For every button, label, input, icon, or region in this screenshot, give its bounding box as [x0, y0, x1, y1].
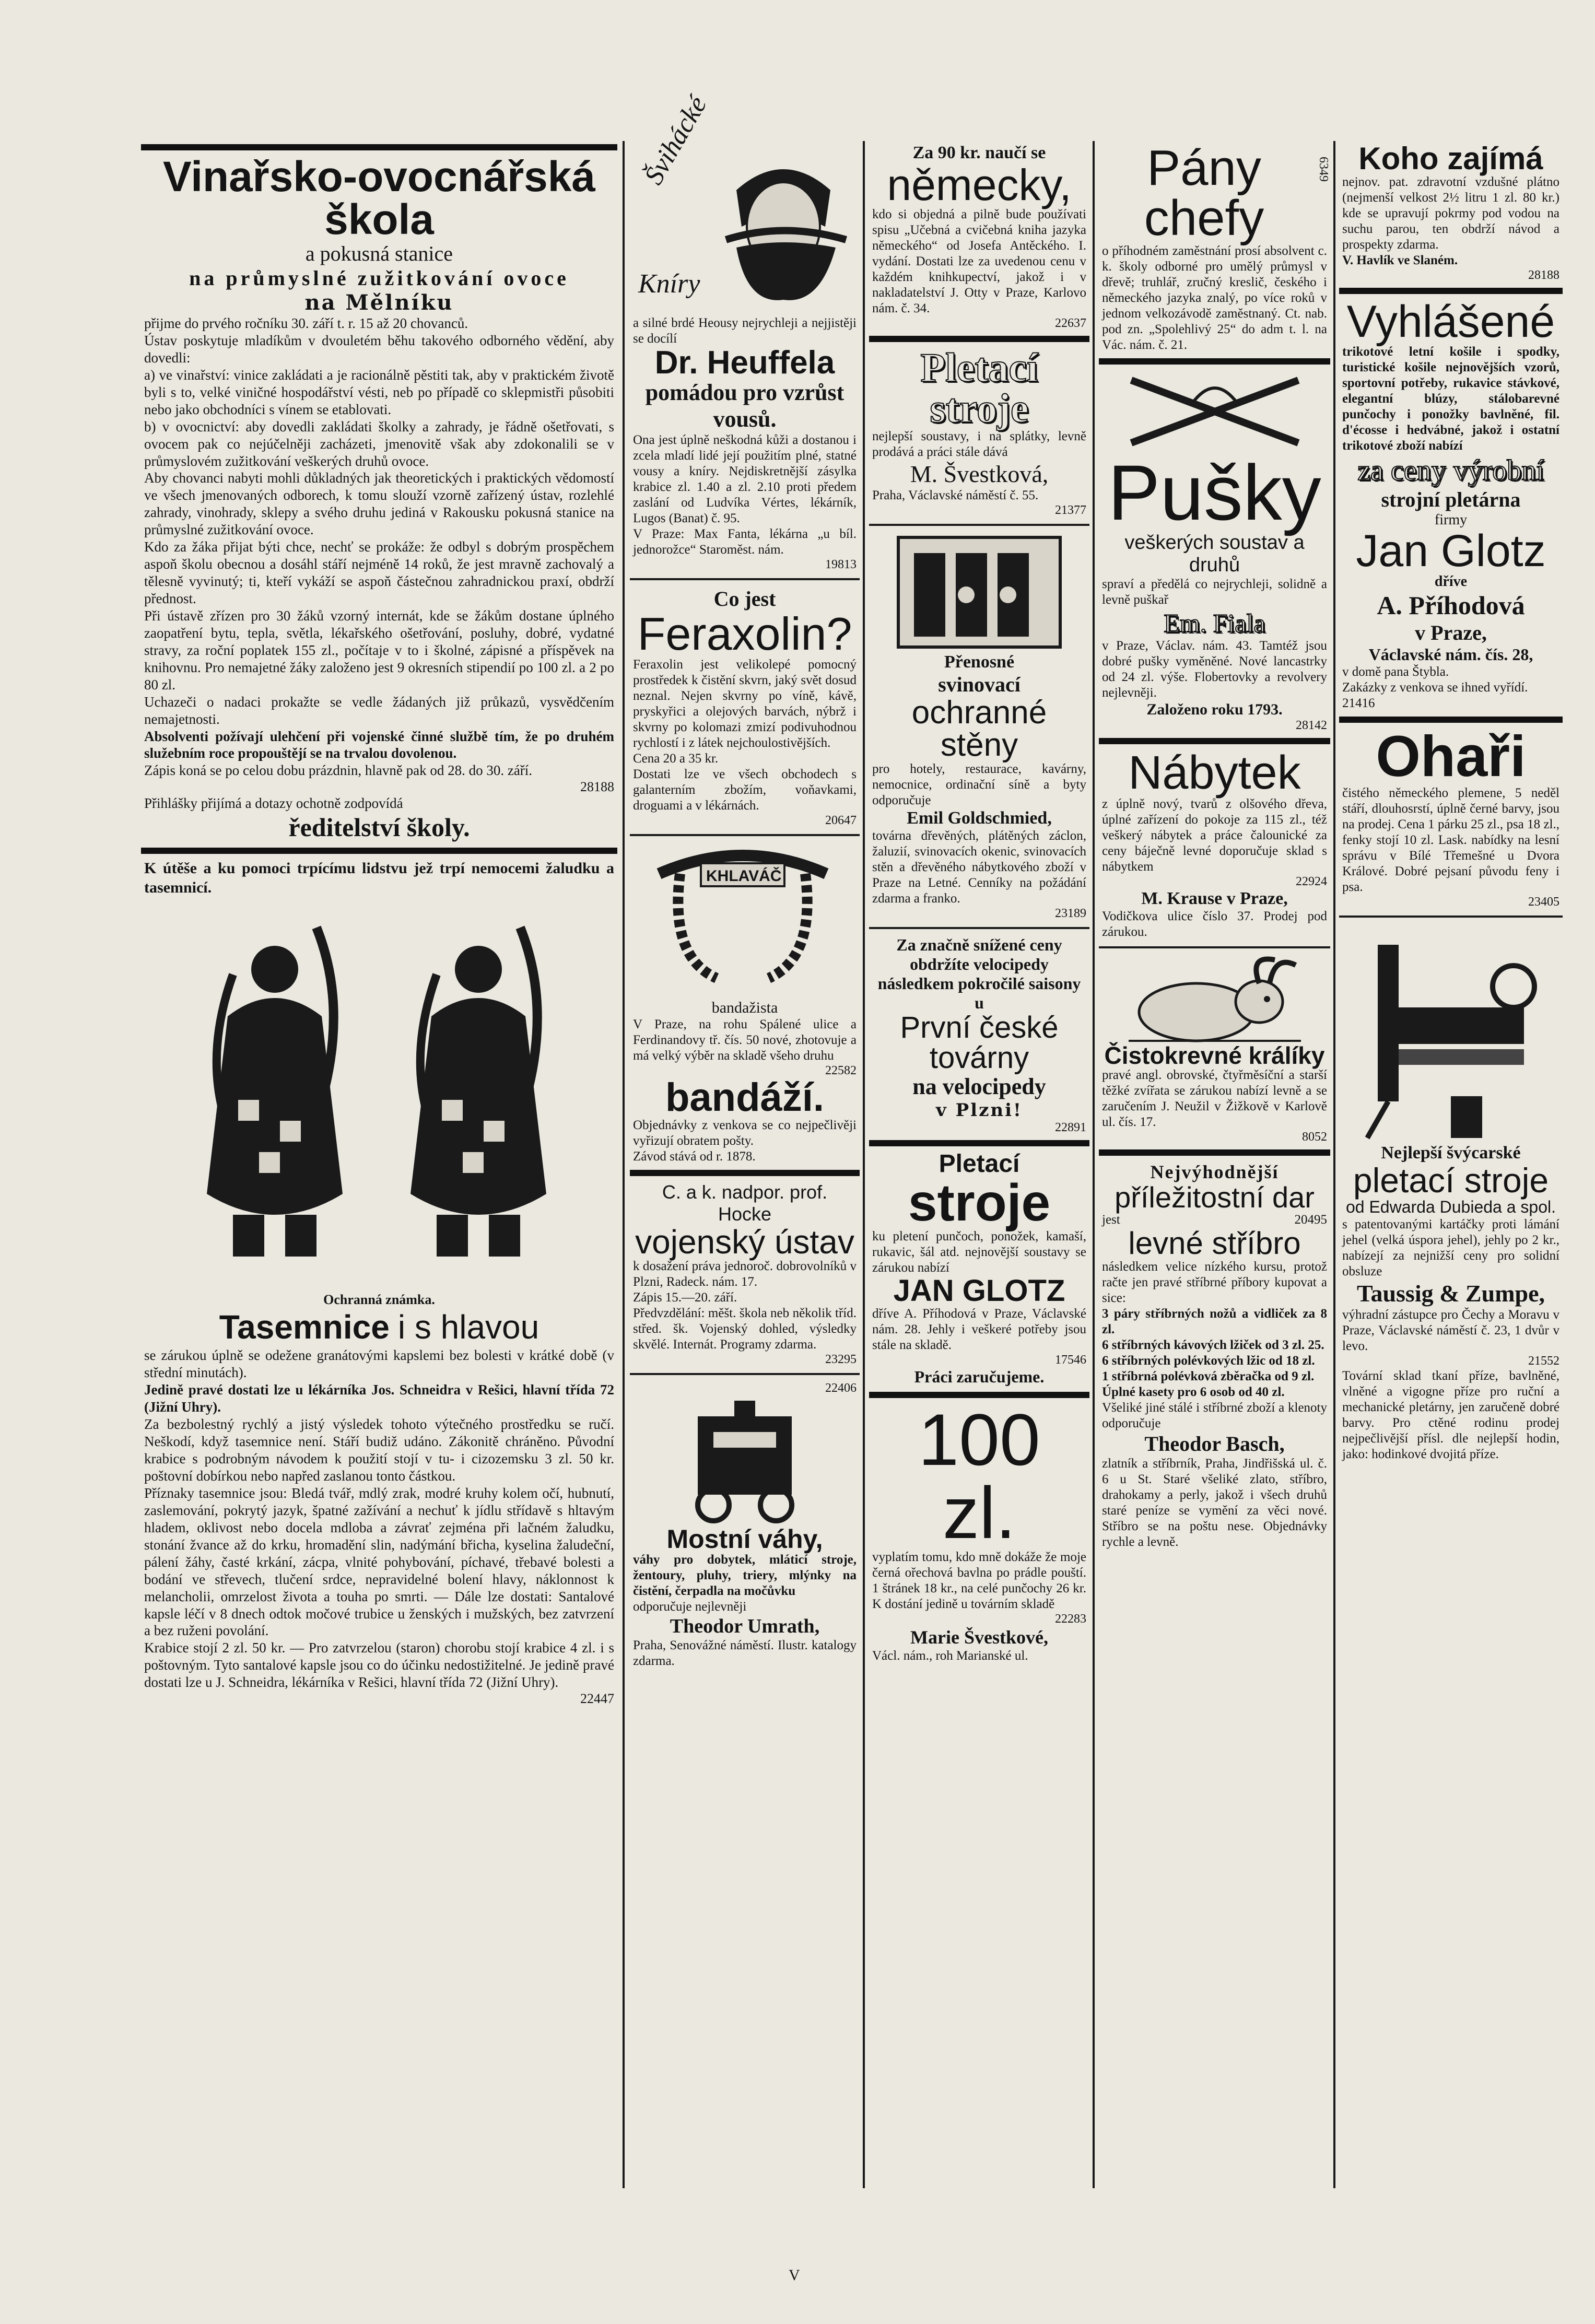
ad-text: k dosažení práva jednoroč. dobrovolníků v Plzni, Radeck. nám. 17.	[633, 1259, 857, 1289]
screen-illustration	[893, 532, 1065, 652]
ad-title: stroje	[930, 385, 1029, 431]
ad-text: o příhodném zaměstnání prosí absolvent c. k. školy odborné pro umělý průmysl v dřevě; truhlář, zručný kreslič, českého i německého jazyka znalý, po více roků v jednom velkozávodě zaměstnaný. Ct. nab. pod zn. „Spolehlivý 25“ do adm t. l. na Vác. nám. č. 21.	[1102, 244, 1327, 352]
ad-text: V Praze, na rohu Spálené ulice a Ferdinandovy tř. čís. 50 nové, zhotovuje a má velký výběr na skladě všeho druhu	[633, 1017, 857, 1063]
ad-text: Dostati lze ve všech obchodech s galanterním zbožím, voňavkami, droguami a v lékárnách.	[633, 767, 857, 813]
ad-script-word: Švihácké	[638, 91, 713, 190]
ad-pany-chefy	[1099, 141, 1330, 355]
ad-text: s patentovanými kartáčky proti lámání jehel (velká úspora jehel), jehly po 2 kr., nabízejí za nejnižší ceny pro solidní obsluze	[1342, 1217, 1559, 1278]
ad-name: Theodor Basch,	[1144, 1432, 1285, 1456]
ad-title-rest: i s hlavou	[397, 1308, 540, 1346]
ad-address: Václavské nám. čís. 28,	[1368, 645, 1533, 664]
ad-title: Vinařsko-ovocnářská škola	[162, 153, 595, 243]
ad-number: 22406	[825, 1381, 857, 1395]
ad-title: První české továrny	[900, 1011, 1059, 1075]
ad-signature: ředitelství školy.	[288, 813, 470, 842]
crossed-rifles-icon	[1121, 370, 1309, 453]
ad-subtitle: a pokusná stanice	[305, 242, 453, 265]
ad-name: V. Havlík ve Slaném.	[1342, 253, 1458, 267]
ad-number: 28188	[580, 779, 614, 795]
rule	[869, 927, 1089, 929]
column-divider	[863, 141, 865, 2188]
ad-title: Mostní váhy,	[666, 1524, 823, 1554]
rule	[141, 848, 617, 854]
ad-text: trikotové letní košile i spodky, turistické košile nejnovějších vzorů, sportovní potřeby, rukavice stávkové, elegantní blúzy, stálobarevné punčochy i ponožky bavlněné, fil. d'écosse i hedvábné, jakož i ostatní trikotové zboží nabízí	[1342, 345, 1559, 453]
ad-text: Ona jest úplně neškodná kůži a dostanou i zcela mladí lidé její použitím plné, statné vousy a kníry. Nejdiskretnější zásylka krabice zl. 1.40 a zl. 2.10 proti předem zaslání od Ludvíka Vértes, lékárník, Lugos (Banat) č. 95.	[633, 433, 857, 525]
ad-text: Závod stává od r. 1878.	[633, 1149, 756, 1164]
ad-text: Vodičkova ulice číslo 37. Prodej pod zárukou.	[1102, 909, 1327, 939]
ad-text: dříve	[1434, 573, 1468, 590]
column-divider	[1333, 141, 1335, 2188]
rule	[1099, 738, 1330, 744]
ad-number: 22637	[1055, 316, 1086, 330]
ad-ohari	[1339, 726, 1563, 911]
ad-dubied	[1339, 922, 1563, 1464]
ad-text-jest: jest	[1102, 1213, 1120, 1227]
ad-vyhlasene	[1339, 297, 1563, 713]
illustration-moustache	[633, 91, 857, 315]
ad-brand: KHLAVÁČ	[706, 867, 782, 885]
ad-text: čistého německého plemene, 5 neděl stáří, dlouhosrstí, úplně černé barvy, jsou na prodej. Cena 1 párku 25 zl., psa 18 zl., fenky stojí 10 zl. Lask. nabídky na lesní správu v Bílé Třemešné u Dvora Králové. Dobré pejsaní původu feny i psa.	[1342, 786, 1559, 894]
ad-number: 20647	[825, 814, 857, 827]
ad-text: b) v ovocnictví: aby dovedli zakládati školky a zahrady, je řádně ošetřovati, s ovocem pak co nejúčelněji zacházeti, jmenovitě však aby zdokonalili se v průmyslovém zužitkování veškerých druhů ovoce.	[144, 418, 614, 469]
ad-price: Cena 20 a 35 kr.	[633, 752, 719, 766]
ad-name: A. Příhodová	[1377, 591, 1525, 620]
ad-name: Theodor Umrath,	[670, 1615, 820, 1637]
ad-title: ochranné stěny	[911, 695, 1047, 763]
ad-number: 22891	[1055, 1121, 1086, 1134]
ad-label: bandažista	[711, 999, 778, 1016]
ad-heuffel	[630, 91, 860, 574]
ad-number: 23405	[1528, 895, 1559, 909]
ad-number: 28188	[1528, 268, 1559, 282]
ad-umrath	[630, 1379, 860, 1671]
ad-text: následkem velice nízkého kursu, protož račte jen pravé stříbrné příbory kupovat a sice:	[1102, 1260, 1327, 1305]
ad-text: dříve A. Příhodová v Praze, Václavské nám. 28. Jehly i veškeré potřeby jsou stále na skladě.	[872, 1307, 1086, 1352]
ad-text: Předvzdělání: měšt. škola neb několik tříd. střed. šk. Vojenský dohled, výsledky skvělé. Internát. Programy zdarma.	[633, 1306, 857, 1352]
ad-pusky	[1099, 368, 1330, 735]
ad-title: 100 zl.	[918, 1399, 1040, 1554]
ad-number: 23189	[1055, 907, 1086, 920]
ad-item: 6 stříbrných polévkových lžic od 18 zl.	[1102, 1354, 1315, 1368]
ad-text: spraví a předělá co nejrychleji, solidně a levně puškař	[1102, 577, 1327, 607]
ad-number: 28142	[1296, 719, 1327, 732]
ad-title: vojenský ústav	[635, 1223, 854, 1261]
witch-figures-illustration	[144, 901, 604, 1288]
ad-name: Taussig & Zumpe,	[1356, 1280, 1545, 1307]
ad-text: Zápis koná se po celou dobu prázdnin, hlavně pak od 28. do 30. září.	[144, 762, 533, 779]
ad-glotz-stroje	[869, 1149, 1089, 1389]
ad-text: V Praze: Max Fanta, lékárna „u bíl. jednorožce“ Staroměst. nám.	[633, 527, 857, 557]
ad-text: továrna dřevěných, plátěných záclon, žaluzií, svinovacích okenic, svinovacích stěn a dřevěného nábytkového zboží v Praze na Letné. Cenníky na požádání zdarma a franko.	[872, 829, 1086, 906]
ad-name: JAN GLOTZ	[893, 1274, 1065, 1308]
ad-text: a silné brdé Heousy nejrychleji a nejjistěji se docílí	[633, 316, 857, 346]
truss-illustration	[633, 842, 857, 999]
ad-text: Václ. nám., roh Marianské ul.	[872, 1649, 1028, 1663]
ad-havlik	[1339, 141, 1563, 285]
ad-text: Přihlášky přijímá a dotazy ochotně zodpovídá	[144, 795, 403, 812]
ad-vinarska-skola	[141, 154, 617, 844]
ad-name: Emil Goldschmied,	[907, 808, 1052, 828]
ad-text: Zápis 15.—20. září.	[633, 1290, 737, 1305]
ad-title: Nábytek	[1128, 747, 1301, 799]
ad-velocipedy	[869, 933, 1089, 1137]
ad-title: pomádou pro vzrůst vousů.	[645, 380, 845, 432]
ad-number: 22447	[580, 1691, 614, 1707]
ad-number: 8052	[1302, 1130, 1327, 1144]
column-4	[1099, 141, 1330, 2188]
ad-text: pravé angl. obrovské, čtyřměsíční a starší těžké zvířata se zárukou nabízí levně a se zaručením J. Neužil v Žižkově v Karlově ul. čís. 17.	[1102, 1068, 1327, 1129]
ad-text: se zárukou úplně se odežene granátovými kapslemi bez bolesti v krátké době (v střední minutách).	[144, 1347, 614, 1381]
ad-highlight: za ceny výrobní	[1357, 454, 1544, 487]
ad-number: 17546	[1055, 1353, 1086, 1367]
ad-title: Pletací	[920, 345, 1038, 390]
ad-number: 21377	[1055, 503, 1086, 517]
rule	[1099, 946, 1330, 948]
ad-text: Uchazeči o nadaci prokažte se vedle žádaných již průkazů, vysvědčením nemajetnosti.	[144, 694, 614, 727]
ad-title-main: Tasemnice	[219, 1308, 390, 1346]
ad-text: Objednávky z venkova se co nejpečlivěji vyřizují obratem pošty.	[633, 1118, 857, 1148]
ad-name: Marie Švestkové,	[910, 1627, 1048, 1648]
ad-text: Zakázky z venkova se ihned vyřídí.	[1342, 680, 1528, 695]
column-1	[141, 141, 617, 2188]
page-footer-mark: V	[789, 2267, 800, 2284]
ad-name: M. Švestková,	[910, 461, 1049, 487]
ad-text: Aby chovanci nabyti mohli důkladných jak theoretických i praktických vědomostí ve všech jmenovaných odborech, k tomu slouží vzorně zařízený ústav, rozlehlé zahrady, vinohrady, sklepy a svého druhu jediná v Rakousku pokusná stanice na průmyslné zužitkování ovoce.	[144, 470, 614, 538]
ad-number: 21416	[1342, 696, 1375, 710]
truss-icon	[638, 842, 847, 994]
ad-text: Ústav poskytuje mladíkům v dvouletém běhu takového odborného vědění, aby dovedli:	[144, 332, 614, 366]
threshing-machine-icon	[635, 1395, 854, 1526]
ad-title: Pletací	[939, 1150, 1020, 1178]
ad-item: 6 stříbrných kávových lžiček od 3 zl. 25.	[1102, 1338, 1324, 1352]
ad-hocke	[630, 1179, 860, 1369]
ad-100zl	[869, 1401, 1089, 1666]
rule	[869, 524, 1089, 526]
ad-header: K útěše a ku pomoci trpícímu lidstvu jež trpí nemocemi žaludku a tasemnicí.	[144, 860, 614, 896]
ad-title: Feraxolin?	[637, 608, 852, 660]
ad-number: 21552	[1528, 1354, 1559, 1368]
ad-text: kdo si objedná a pilně bude používati spisu „Učebná a cvičebná kniha jazyka německého“ od Josefa Antěckého. I. vydání. Dostati lze za uvedenou cenu v každém knihkupectví, jakož i v nakladatelství J. Otty v Praze, Karlovo nám. č. 34.	[872, 207, 1086, 315]
ad-founded: Založeno roku 1793.	[1146, 701, 1283, 718]
ad-nabytek	[1099, 747, 1330, 942]
ad-name: Dr. Heuffela	[654, 345, 835, 381]
ad-place: v Praze,	[1415, 621, 1487, 644]
ad-text: v domě pana Štybla.	[1342, 665, 1449, 679]
ad-header: Přenosné	[944, 652, 1015, 672]
ad-title: Koho zajímá	[1358, 141, 1543, 176]
ad-number: 22283	[1055, 1612, 1086, 1626]
rabbit-illustration	[1118, 955, 1311, 1043]
ad-text: ku pletení punčoch, ponožek, kamaší, rukavic, šál atd. nejnovější soustavy se zárukou nabízí	[872, 1229, 1086, 1275]
rule	[1339, 288, 1563, 294]
ad-subtitle: od Edwarda Dubieda a spol.	[1345, 1198, 1556, 1216]
illustration-two-figures	[144, 901, 614, 1288]
ad-header: Nejvýhodnější	[1150, 1161, 1279, 1182]
bearded-man-illustration	[716, 148, 851, 305]
ad-title: Ohaři	[1376, 724, 1526, 789]
ad-text: nejlepší soustavy, i na splátky, levně prodává a práci stále dává	[872, 429, 1086, 459]
ad-name: M. Krause v Praze,	[1141, 889, 1288, 908]
ad-subtitle: strojní pletárna	[1381, 488, 1521, 511]
ad-goldschmied	[869, 530, 1089, 923]
ad-name: Jan Glotz	[1356, 526, 1546, 576]
rule	[869, 1140, 1089, 1146]
ad-kraliky	[1099, 953, 1330, 1146]
ad-basch	[1099, 1159, 1330, 1552]
rule	[869, 1392, 1089, 1398]
column-2	[630, 91, 860, 2188]
ad-text: přijme do prvého ročníku 30. září t. r. 15 až 20 chovanců.	[144, 315, 468, 331]
ad-text: výhradní zástupce pro Čechy a Moravu v Praze, Václavské náměstí č. 23, 1 dvůr v levo.	[1342, 1308, 1559, 1353]
rule	[1339, 717, 1563, 723]
column-divider	[623, 141, 625, 2188]
rule	[630, 578, 860, 580]
ad-title: stroje	[908, 1173, 1051, 1232]
ad-question: Co jest	[713, 587, 776, 611]
rule	[630, 834, 860, 836]
ad-tasemnice	[141, 857, 617, 1709]
ad-script-word: Kníry	[638, 269, 700, 299]
ad-text: zlatník a stříbrník, Praha, Jindřišská ul. č. 6 u St. Staré všeliké zlato, stříbro, drahokamy a perly, jakož i všech druhů staré peníze se vymění za věci nové. Stříbro se na poštu nese. Objednávky rychle a levně.	[1102, 1457, 1327, 1549]
rule	[630, 1373, 860, 1375]
ad-text: Při ústavě zřízen pro 30 žáků vzorný internát, kde se žákům dostane úplného zaopatření bytu, tepla, světla, lékařského ošetřování, posluhy, dobré, vydatné stravy, za roční poplatek 155 zl., počítaje v to i školné, zápisné a příspěvek na knihovnu. Pro nemajetné žáky založeno jest 9 okresních stipendií po 100 zl. a 2 po 80 zl.	[144, 607, 614, 692]
ad-text: v Praze, Václav. nám. 43. Tamtéž jsou dobré pušky vyměněné. Nové lancastrky od 24 zl. výše. Flobertovky a revolvery nejlevněji.	[1102, 639, 1327, 700]
ad-title: Vyhlášené	[1346, 297, 1555, 347]
ad-text: odporučuje nejlevněji	[633, 1600, 747, 1614]
ad-text: pro hotely, restaurace, kavárny, nemocnice, ordinační síně a byty odporučuje	[872, 762, 1086, 807]
ad-text: Praha, Senovážné náměstí. Ilustr. katalogy zdarma.	[633, 1638, 857, 1668]
ad-title: levné stříbro	[1128, 1226, 1301, 1261]
ad-text: Za značně snížené ceny obdržíte velocipedy následkem pokročilé saisony u	[877, 935, 1081, 1012]
ad-top: Za 90 kr. naučí se	[912, 143, 1046, 162]
ad-item: Úplné kasety pro 6 osob od 40 zl.	[1102, 1385, 1285, 1399]
ad-text: Příznaky tasemnice jsou: Bledá tvář, mdlý zrak, modré kruhy kolem očí, hubnutí, zaslemování, pokrytý jazyk, špatné zažívání a nechuť k jídlu střídavě s hltavým hladem, oklivost nebo docela mdloba a závrať zejména při lačném žaludku, stonání žvance až do krku, hromadění slin, nadýmání břicha, kyselina žaludeční, pálení žáhy, časté krkání, zácpa, vlnité pohybování, píchavé, třebavé bolesti a bodání ve střevech, tlučení srdce, nepravidelné bolení hlavy, náklonnost k melancholii, omrzelost života a touha po smrti. — Dále lze dostati: Santalové kapsle léčí v 8 dnech odtok močové trubice u ženských i mužských, bez zatvrzení a bez ruženi povolání.	[144, 1485, 614, 1639]
ad-title: Pány chefy	[1144, 140, 1264, 246]
ad-title: pletací stroje	[1353, 1161, 1549, 1200]
ad-text: Jedině pravé dostati lze u lékárníka Jos. Schneidra v Rešici, hlavní třída 72 (Jižní Uhry).	[144, 1382, 614, 1415]
ad-item: 1 stříbrná polévková zběračka od 9 zl.	[1102, 1369, 1315, 1383]
ad-number: 19813	[825, 558, 857, 571]
trademark-label: Ochranná známka.	[323, 1292, 435, 1308]
ad-side-number: 6349	[1317, 157, 1330, 182]
ad-text: Feraxolin jest velikolepé pomocný prostředek k čistění skvrn, jaký svět dosud neznal. Nejen skvrny po víně, kávě, pryskyřici a olejových barvách, nýbrž i skvrny po kolomazi zmizí podivuhodnou rychlostí i z látek nejchoulostivějších.	[633, 658, 857, 750]
ad-subtitle: veškerých soustav a druhů	[1124, 532, 1305, 576]
ad-nemecky	[869, 141, 1089, 333]
ad-text: z úplně nový, tvarů z olšového dřeva, úplné zařízení do pokoje za 115 zl., též veškerý nábytek a práce čalounické za ceny báječně levné doporučuje sklad s nábytkem	[1102, 797, 1327, 874]
ad-subtitle: na průmyslné zužitkování ovoce	[189, 266, 569, 290]
knitting-machine-illustration	[1346, 924, 1555, 1143]
ad-text: Tovární sklad tkaní příze, bavlněné, vlněné a vigogne příze pro ruční a mechanické pletárny, jen zaručeně dobré barvy. Pro ctěné rodinu prodej nejpečlivější přísl. dle nejlepší hodin, jako: hodinkové dvojitá příze.	[1342, 1369, 1559, 1461]
ad-number: 23295	[825, 1353, 857, 1366]
ad-title: bandáží.	[665, 1075, 825, 1120]
ad-text: Kdo za žáka přijat býti chce, nechť se prokáže: že odbyl s dobrým prospěchem aspoň školu obecnou a dosáhl stáří nejméně 14 roků, že jest mravně zachovalý a tělesně vyvinutý; ti, kteří vykáží se aspoň částečnou zahradnickou praxí, obdrží přednost.	[144, 539, 614, 606]
ad-text: Absolventi požívají ulehčení při vojenské činné službě tím, že po druhém služebním roce propouštějí se na trvalou dovolenou.	[144, 728, 614, 761]
rule	[1339, 915, 1563, 918]
ad-text: Za bezbolestný rychlý a jistý výsledek tohoto výtečného prostředku se ručí. Neškodí, když tasemnice není. Stáří budiž udáno. Zákonitě chráněno. Původní krabice s podrobným návodem k použití stojí v tu- i cizozemsku 3 zl. 50 kr. poštovní dobírkou nebo napřed zaslanou tonto částkou.	[144, 1416, 614, 1484]
ad-khlavac	[630, 840, 860, 1167]
ad-subtitle: na velocipedy	[912, 1074, 1046, 1099]
rule	[141, 144, 617, 150]
ad-text: Praha, Václavské náměstí č. 55.	[872, 488, 1039, 502]
ad-pletaci-svestkova	[869, 345, 1089, 520]
ad-title: německy,	[887, 160, 1072, 209]
ad-text: vyplatím tomu, kdo mně dokáže že moje černá ořechová bavlna po prádle pouští. 1 štránek 18 kr., na celé punčochy 26 kr. K dostání jedině u továrním skladě	[872, 1550, 1086, 1611]
ad-text: nejnov. pat. zdravotní vzdušné plátno (nejmenší velkost 2½ litru 1 zl. 80 kr.) kde se upravují pokrmy pod vodou na suchu parou, ten obdrží návod a prospekty zdarma.	[1342, 175, 1559, 252]
ad-text: Krabice stojí 2 zl. 50 kr. — Pro zatvrzelou (staron) chorobu stojí krabice 4 zl. i s poštovným. Tyto santalové kapsle jsou co do účinku nedostižitelné. Je jedině pravé dostati lze u J. Schneidra, lékárníka v Rešici, hlavní třída 72 (Jižní Uhry).	[144, 1640, 614, 1691]
ad-title	[144, 1308, 614, 1347]
ad-text: firmy	[1434, 512, 1468, 528]
ad-text: Práci zaručujeme.	[914, 1367, 1045, 1386]
ad-text: váhy pro dobytek, mláticí stroje, žentoury, pluhy, triery, mlýnky na čistění, čerpadla na močůvku	[633, 1553, 857, 1598]
ad-title: příležitostní dar	[1115, 1181, 1315, 1214]
ad-feraxolin	[630, 584, 860, 830]
rule	[1099, 1149, 1330, 1156]
rule	[869, 336, 1089, 342]
ad-place: v Plzni!	[936, 1100, 1023, 1121]
rule	[630, 1170, 860, 1176]
ad-subtitle: svinovací	[938, 673, 1021, 696]
rule	[1099, 358, 1330, 365]
ad-text: a) ve vinařství: vinice zakládati a je racionálně pěstiti tak, aby v praktickém životě byli s to, velké viničné hospodářství vésti, neb po případě co sklepmistři působiti nebo jako obchodníci s vínem se etablovati.	[144, 367, 614, 417]
column-3	[869, 141, 1089, 2188]
ad-header: Nejlepší švýcarské	[1381, 1143, 1521, 1163]
ad-place: na Mělníku	[304, 290, 454, 315]
ad-text: Všeliké jiné stálé i stříbrné zboží a klenoty odporučuje	[1102, 1401, 1327, 1430]
ad-number: 22582	[825, 1064, 857, 1077]
column-divider	[1093, 141, 1095, 2188]
ad-number: 22924	[1296, 875, 1327, 888]
ad-item: 3 páry stříbrných nožů a vidliček za 8 zl.	[1102, 1307, 1327, 1336]
ad-number: 20495	[1294, 1213, 1327, 1227]
ad-title: Pušky	[1108, 449, 1321, 536]
ad-title: Čistokrevné králíky	[1104, 1042, 1325, 1069]
ad-name: Em. Fiala	[1164, 608, 1265, 638]
column-5	[1339, 141, 1563, 2188]
ad-header: C. a k. nadpor. prof. Hocke	[662, 1181, 828, 1225]
